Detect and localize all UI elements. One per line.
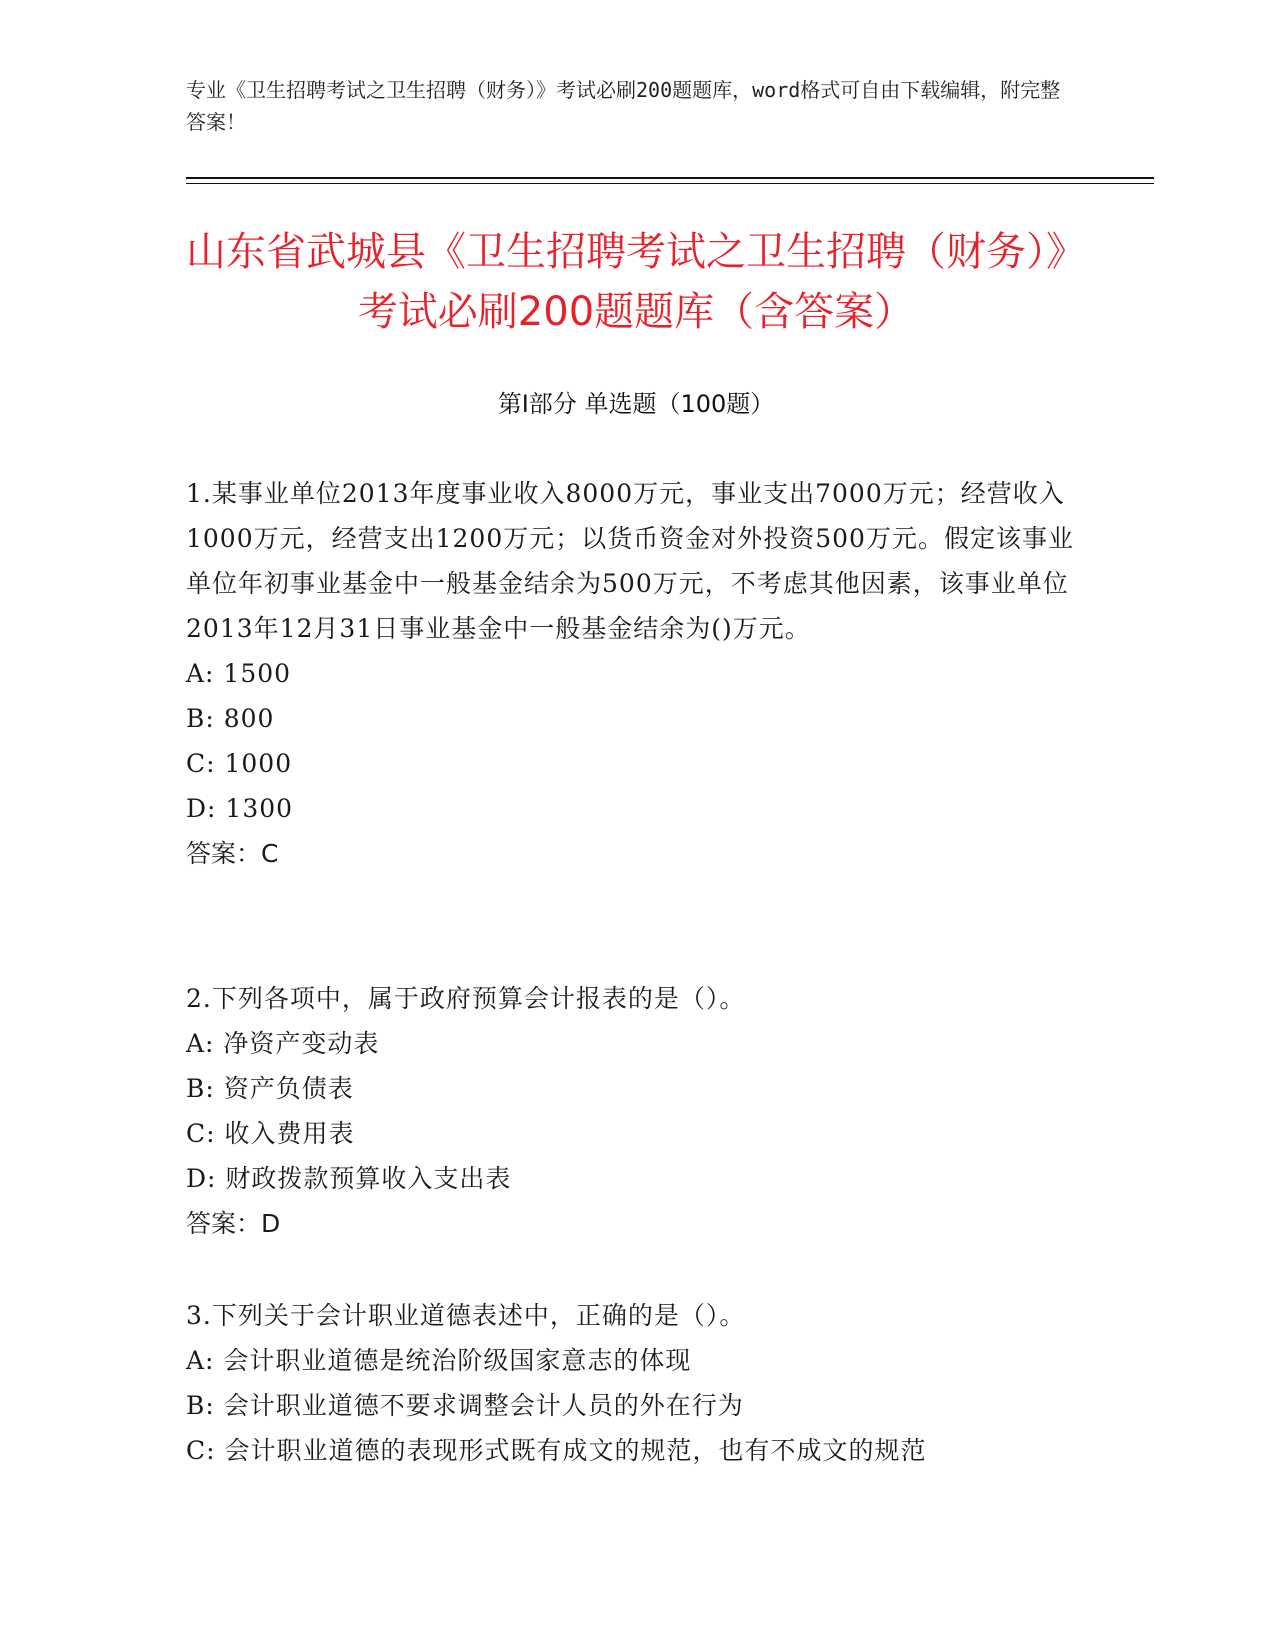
question-stem: 3.下列关于会计职业道德表述中，正确的是（）。: [186, 1301, 746, 1330]
option-c: C: 会计职业道德的表现形式既有成文的规范，也有不成文的规范: [186, 1436, 927, 1465]
answer-label: 答案：C: [186, 839, 279, 868]
document-title: 山东省武城县《卫生招聘考试之卫生招聘（财务）》考试必刷200题题库（含答案）: [186, 229, 1086, 335]
option-c: C: 1000: [186, 749, 293, 778]
question-stem: 1.某事业单位2013年度事业收入8000万元，事业支出7000万元；经营收入1000万元，经营支出1200万元；以货币资金对外投资500万元。假定该事业单位年初事业基金中一般基金结余为500万元，不考虑其他因素，该事业单位2013年12月31日事业基金中一般基金结余为()万元。: [186, 479, 1074, 643]
option-a: A: 会计职业道德是统治阶级国家意志的体现: [186, 1346, 692, 1375]
header-note: 专业《卫生招聘考试之卫生招聘（财务）》考试必刷200题题库，word格式可自由下载编辑，附完整答案！: [186, 78, 1061, 134]
question-3: [186, 1293, 1076, 1473]
option-b: B: 会计职业道德不要求调整会计人员的外在行为: [186, 1391, 744, 1420]
option-b: B: 资产负债表: [186, 1074, 354, 1103]
option-d: D: 1300: [186, 794, 294, 823]
option-a: A: 净资产变动表: [186, 1029, 380, 1058]
header-divider: [186, 177, 1154, 179]
answer-label: 答案：D: [186, 1209, 281, 1238]
option-c: C: 收入费用表: [186, 1119, 355, 1148]
option-b: B: 800: [186, 704, 275, 733]
question-2: [186, 976, 1076, 1246]
question-stem: 2.下列各项中，属于政府预算会计报表的是（）。: [186, 984, 746, 1013]
header-divider-thin: [186, 183, 1154, 184]
section-title: 第Ⅰ部分 单选题（100题）: [497, 390, 775, 418]
question-1: [186, 471, 1076, 876]
option-d: D: 财政拨款预算收入支出表: [186, 1164, 512, 1193]
option-a: A: 1500: [186, 659, 292, 688]
